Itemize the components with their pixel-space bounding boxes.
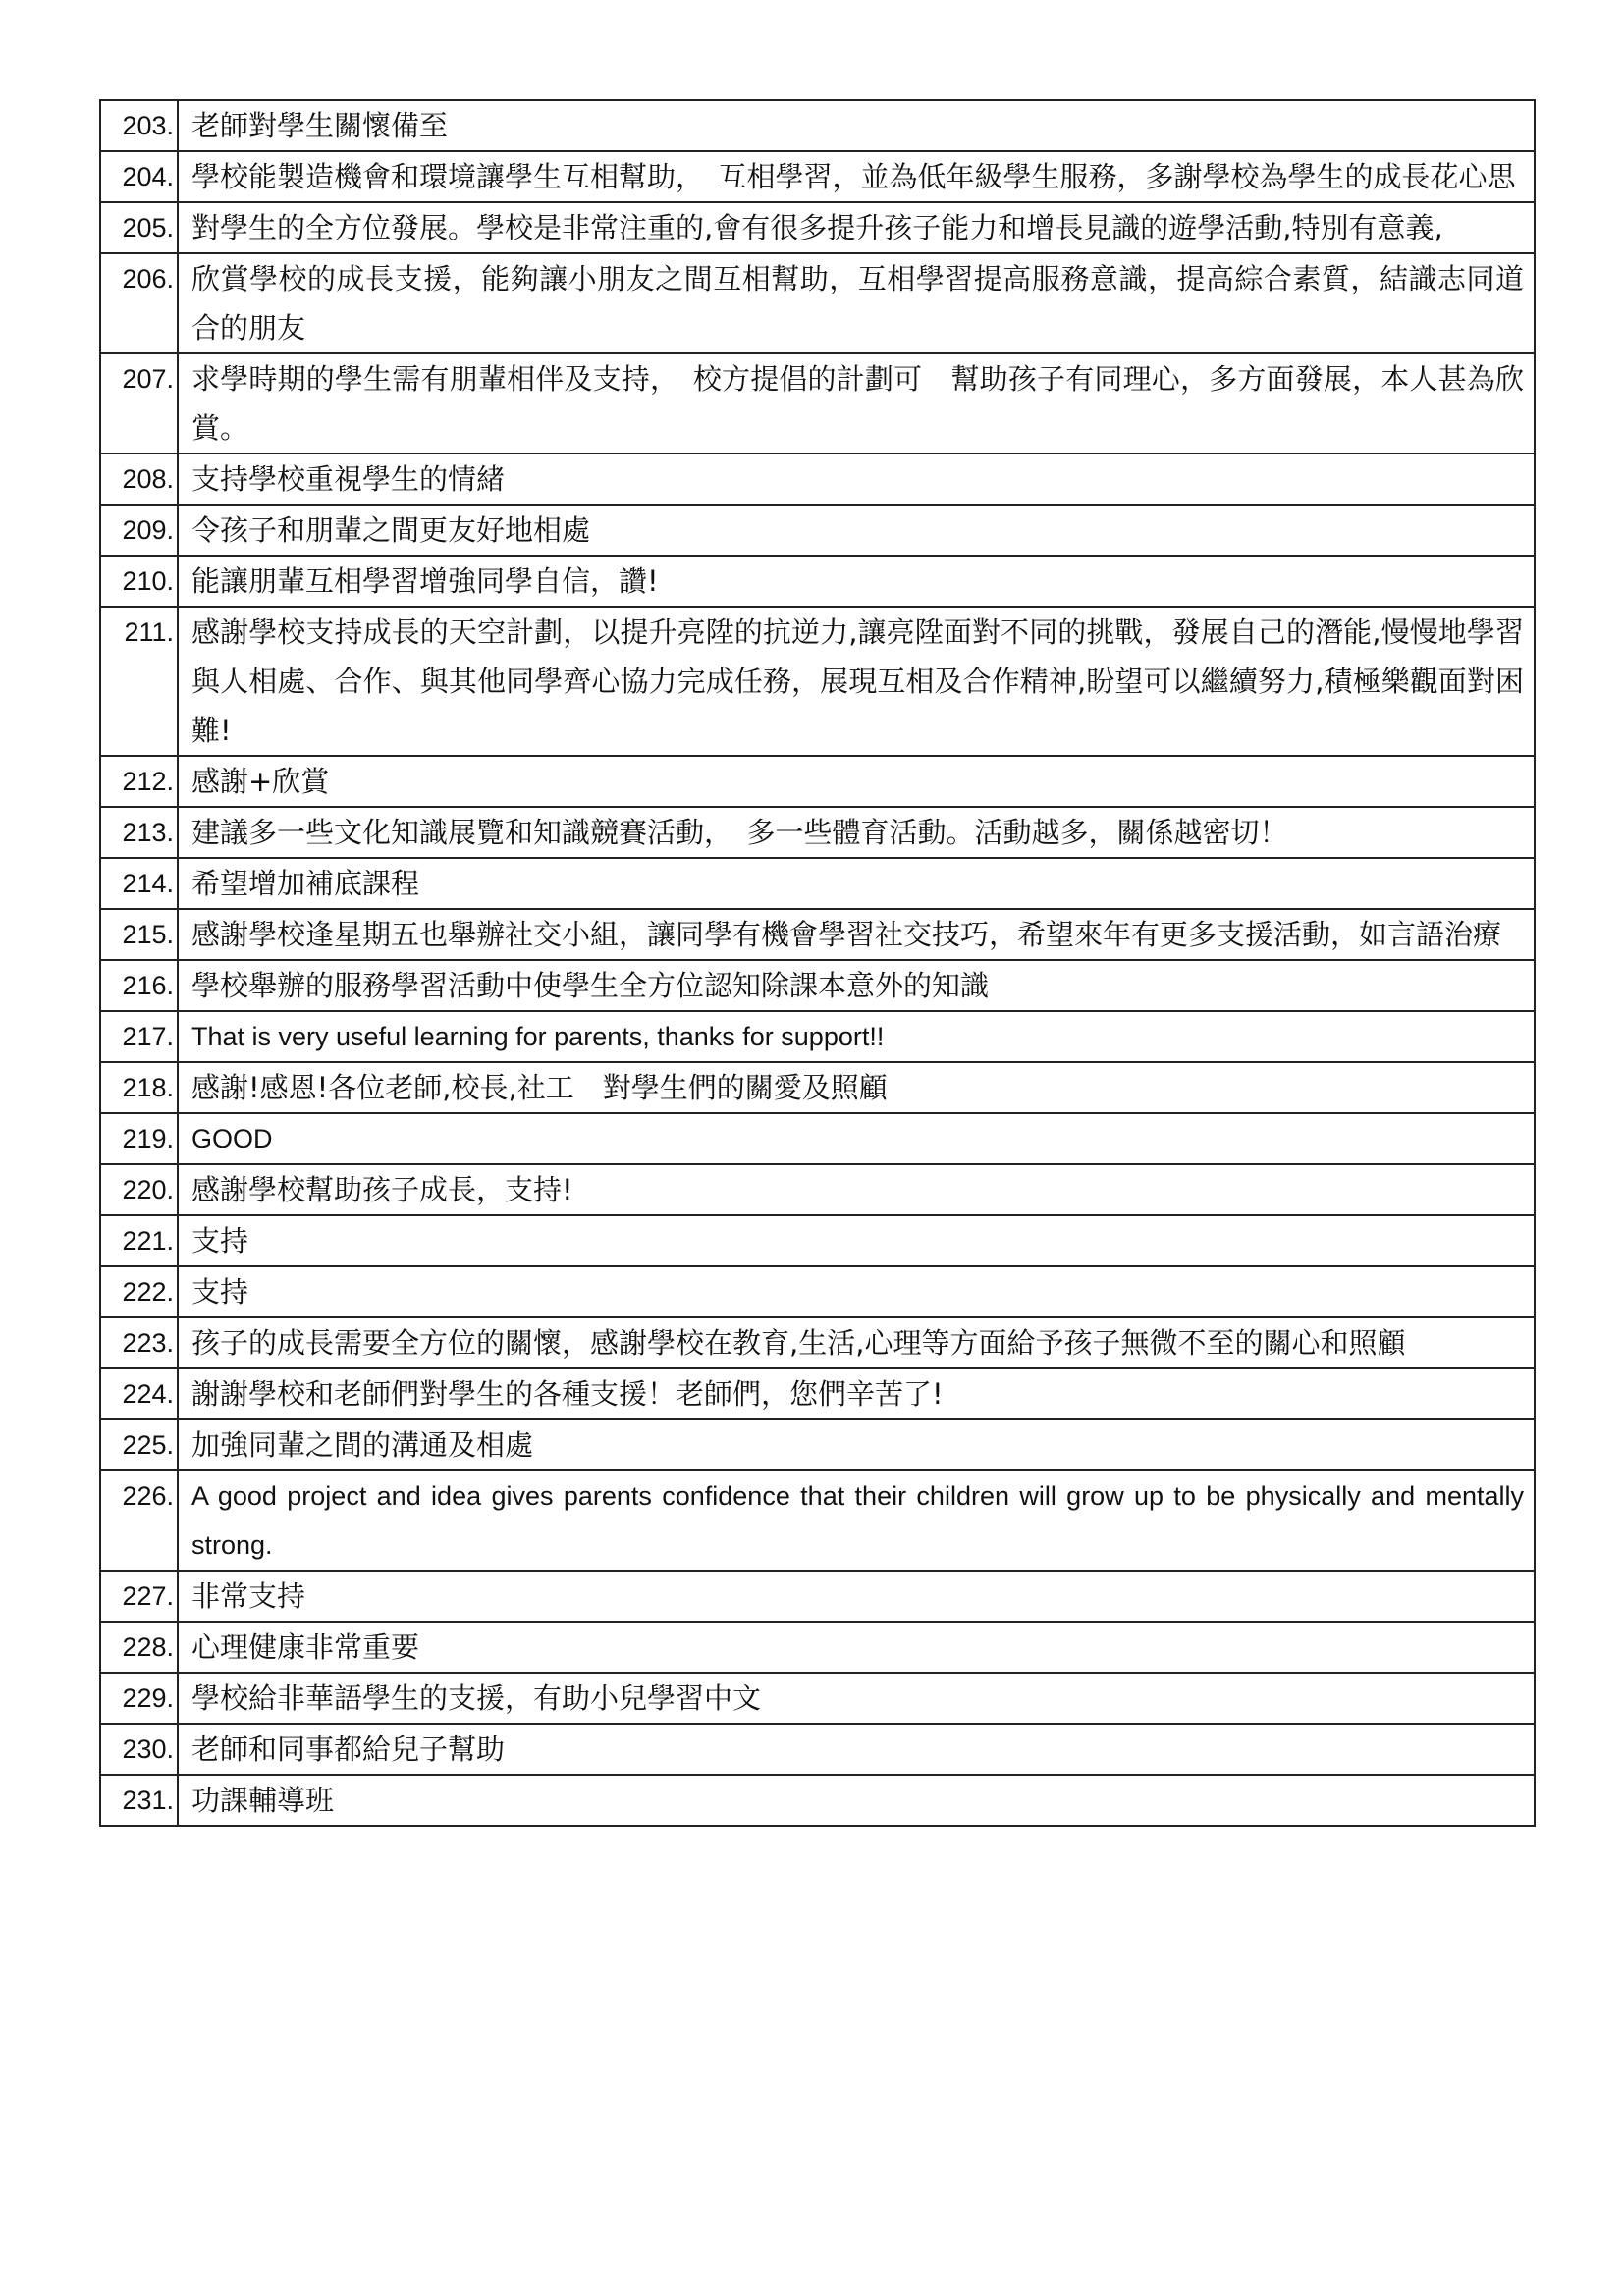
row-comment: 希望增加補底課程 — [178, 858, 1535, 909]
row-number: 213. — [100, 807, 178, 858]
row-number: 226. — [100, 1470, 178, 1571]
table-row — [100, 1775, 1535, 1826]
table-row — [100, 151, 1535, 202]
table-row — [100, 858, 1535, 909]
table-row — [100, 1673, 1535, 1724]
row-number: 204. — [100, 151, 178, 202]
table-row — [100, 353, 1535, 454]
row-comment: 學校舉辦的服務學習活動中使學生全方位認知除課本意外的知識 — [178, 960, 1535, 1011]
table-row — [100, 253, 1535, 353]
row-comment: That is very useful learning for parents, thanks for support!! — [178, 1011, 1535, 1062]
row-number: 229. — [100, 1673, 178, 1724]
row-number: 207. — [100, 353, 178, 454]
table-row — [100, 202, 1535, 253]
row-comment: 支持學校重視學生的情緒 — [178, 454, 1535, 505]
row-comment: 非常支持 — [178, 1571, 1535, 1622]
row-number: 225. — [100, 1419, 178, 1470]
row-comment: 加強同輩之間的溝通及相處 — [178, 1419, 1535, 1470]
table-row — [100, 505, 1535, 556]
table-row — [100, 1266, 1535, 1317]
row-comment: 能讓朋輩互相學習增強同學自信，讚! — [178, 556, 1535, 607]
table-row — [100, 1011, 1535, 1062]
row-comment: 建議多一些文化知識展覽和知識競賽活動， 多一些體育活動。活動越多，關係越密切！ — [178, 807, 1535, 858]
row-comment: 老師對學生關懷備至 — [178, 100, 1535, 151]
row-number: 230. — [100, 1724, 178, 1775]
row-comment: 令孩子和朋輩之間更友好地相處 — [178, 505, 1535, 556]
row-number: 211. — [100, 607, 178, 756]
table-row — [100, 1317, 1535, 1368]
table-row — [100, 1164, 1535, 1215]
row-comment: 支持 — [178, 1266, 1535, 1317]
table-row — [100, 1571, 1535, 1622]
row-comment: 感謝+欣賞 — [178, 756, 1535, 807]
row-number: 208. — [100, 454, 178, 505]
row-number: 212. — [100, 756, 178, 807]
row-comment: 欣賞學校的成長支援，能夠讓小朋友之間互相幫助，互相學習提高服務意識，提高綜合素質，結識志同道合的朋友 — [178, 253, 1535, 353]
row-number: 223. — [100, 1317, 178, 1368]
table-row — [100, 807, 1535, 858]
table-row — [100, 1622, 1535, 1673]
row-number: 222. — [100, 1266, 178, 1317]
row-number: 220. — [100, 1164, 178, 1215]
row-number: 228. — [100, 1622, 178, 1673]
feedback-table — [99, 99, 1536, 1827]
row-number: 224. — [100, 1368, 178, 1419]
row-number: 216. — [100, 960, 178, 1011]
row-comment: 感謝學校支持成長的天空計劃，以提升亮陞的抗逆力,讓亮陞面對不同的挑戰，發展自己的潛能,慢慢地學習與人相處、合作、與其他同學齊心協力完成任務，展現互相及合作精神,盼望可以繼續努力,積極樂觀面對困難! — [178, 607, 1535, 756]
row-number: 219. — [100, 1113, 178, 1164]
row-number: 205. — [100, 202, 178, 253]
row-number: 214. — [100, 858, 178, 909]
table-row — [100, 1724, 1535, 1775]
row-comment: 孩子的成長需要全方位的關懷，感謝學校在教育,生活,心理等方面給予孩子無微不至的關心和照顧 — [178, 1317, 1535, 1368]
row-number: 231. — [100, 1775, 178, 1826]
table-row — [100, 1113, 1535, 1164]
row-comment: 對學生的全方位發展。學校是非常注重的,會有很多提升孩子能力和增長見識的遊學活動,特別有意義, — [178, 202, 1535, 253]
row-comment: 學校能製造機會和環境讓學生互相幫助， 互相學習，並為低年級學生服務，多謝學校為學生的成長花心思 — [178, 151, 1535, 202]
table-row — [100, 1419, 1535, 1470]
row-number: 210. — [100, 556, 178, 607]
table-row — [100, 1470, 1535, 1571]
table-row — [100, 100, 1535, 151]
table-row — [100, 960, 1535, 1011]
row-comment: 感謝學校逢星期五也舉辦社交小組，讓同學有機會學習社交技巧，希望來年有更多支援活動，如言語治療 — [178, 909, 1535, 960]
row-number: 215. — [100, 909, 178, 960]
table-row — [100, 1368, 1535, 1419]
row-comment: 老師和同事都給兒子幫助 — [178, 1724, 1535, 1775]
row-comment: 感謝學校幫助孩子成長，支持! — [178, 1164, 1535, 1215]
table-row — [100, 1062, 1535, 1113]
table-row — [100, 607, 1535, 756]
table-row — [100, 909, 1535, 960]
row-number: 221. — [100, 1215, 178, 1266]
table-row — [100, 756, 1535, 807]
table-row — [100, 556, 1535, 607]
row-comment: 謝謝學校和老師們對學生的各種支援！老師們，您們辛苦了! — [178, 1368, 1535, 1419]
row-comment: 感謝!感恩!各位老師,校長,社工 對學生們的關愛及照顧 — [178, 1062, 1535, 1113]
row-number: 217. — [100, 1011, 178, 1062]
row-comment: 功課輔導班 — [178, 1775, 1535, 1826]
table-row — [100, 1215, 1535, 1266]
row-number: 227. — [100, 1571, 178, 1622]
row-number: 209. — [100, 505, 178, 556]
row-comment: A good project and idea gives parents confidence that their children will grow up to be physically and mentally strong. — [178, 1470, 1535, 1571]
row-comment: 心理健康非常重要 — [178, 1622, 1535, 1673]
row-number: 203. — [100, 100, 178, 151]
row-comment: 支持 — [178, 1215, 1535, 1266]
row-number: 218. — [100, 1062, 178, 1113]
row-number: 206. — [100, 253, 178, 353]
row-comment: 學校給非華語學生的支援，有助小兒學習中文 — [178, 1673, 1535, 1724]
table-row — [100, 454, 1535, 505]
row-comment: GOOD — [178, 1113, 1535, 1164]
row-comment: 求學時期的學生需有朋輩相伴及支持， 校方提倡的計劃可 幫助孩子有同理心，多方面發展，本人甚為欣賞。 — [178, 353, 1535, 454]
